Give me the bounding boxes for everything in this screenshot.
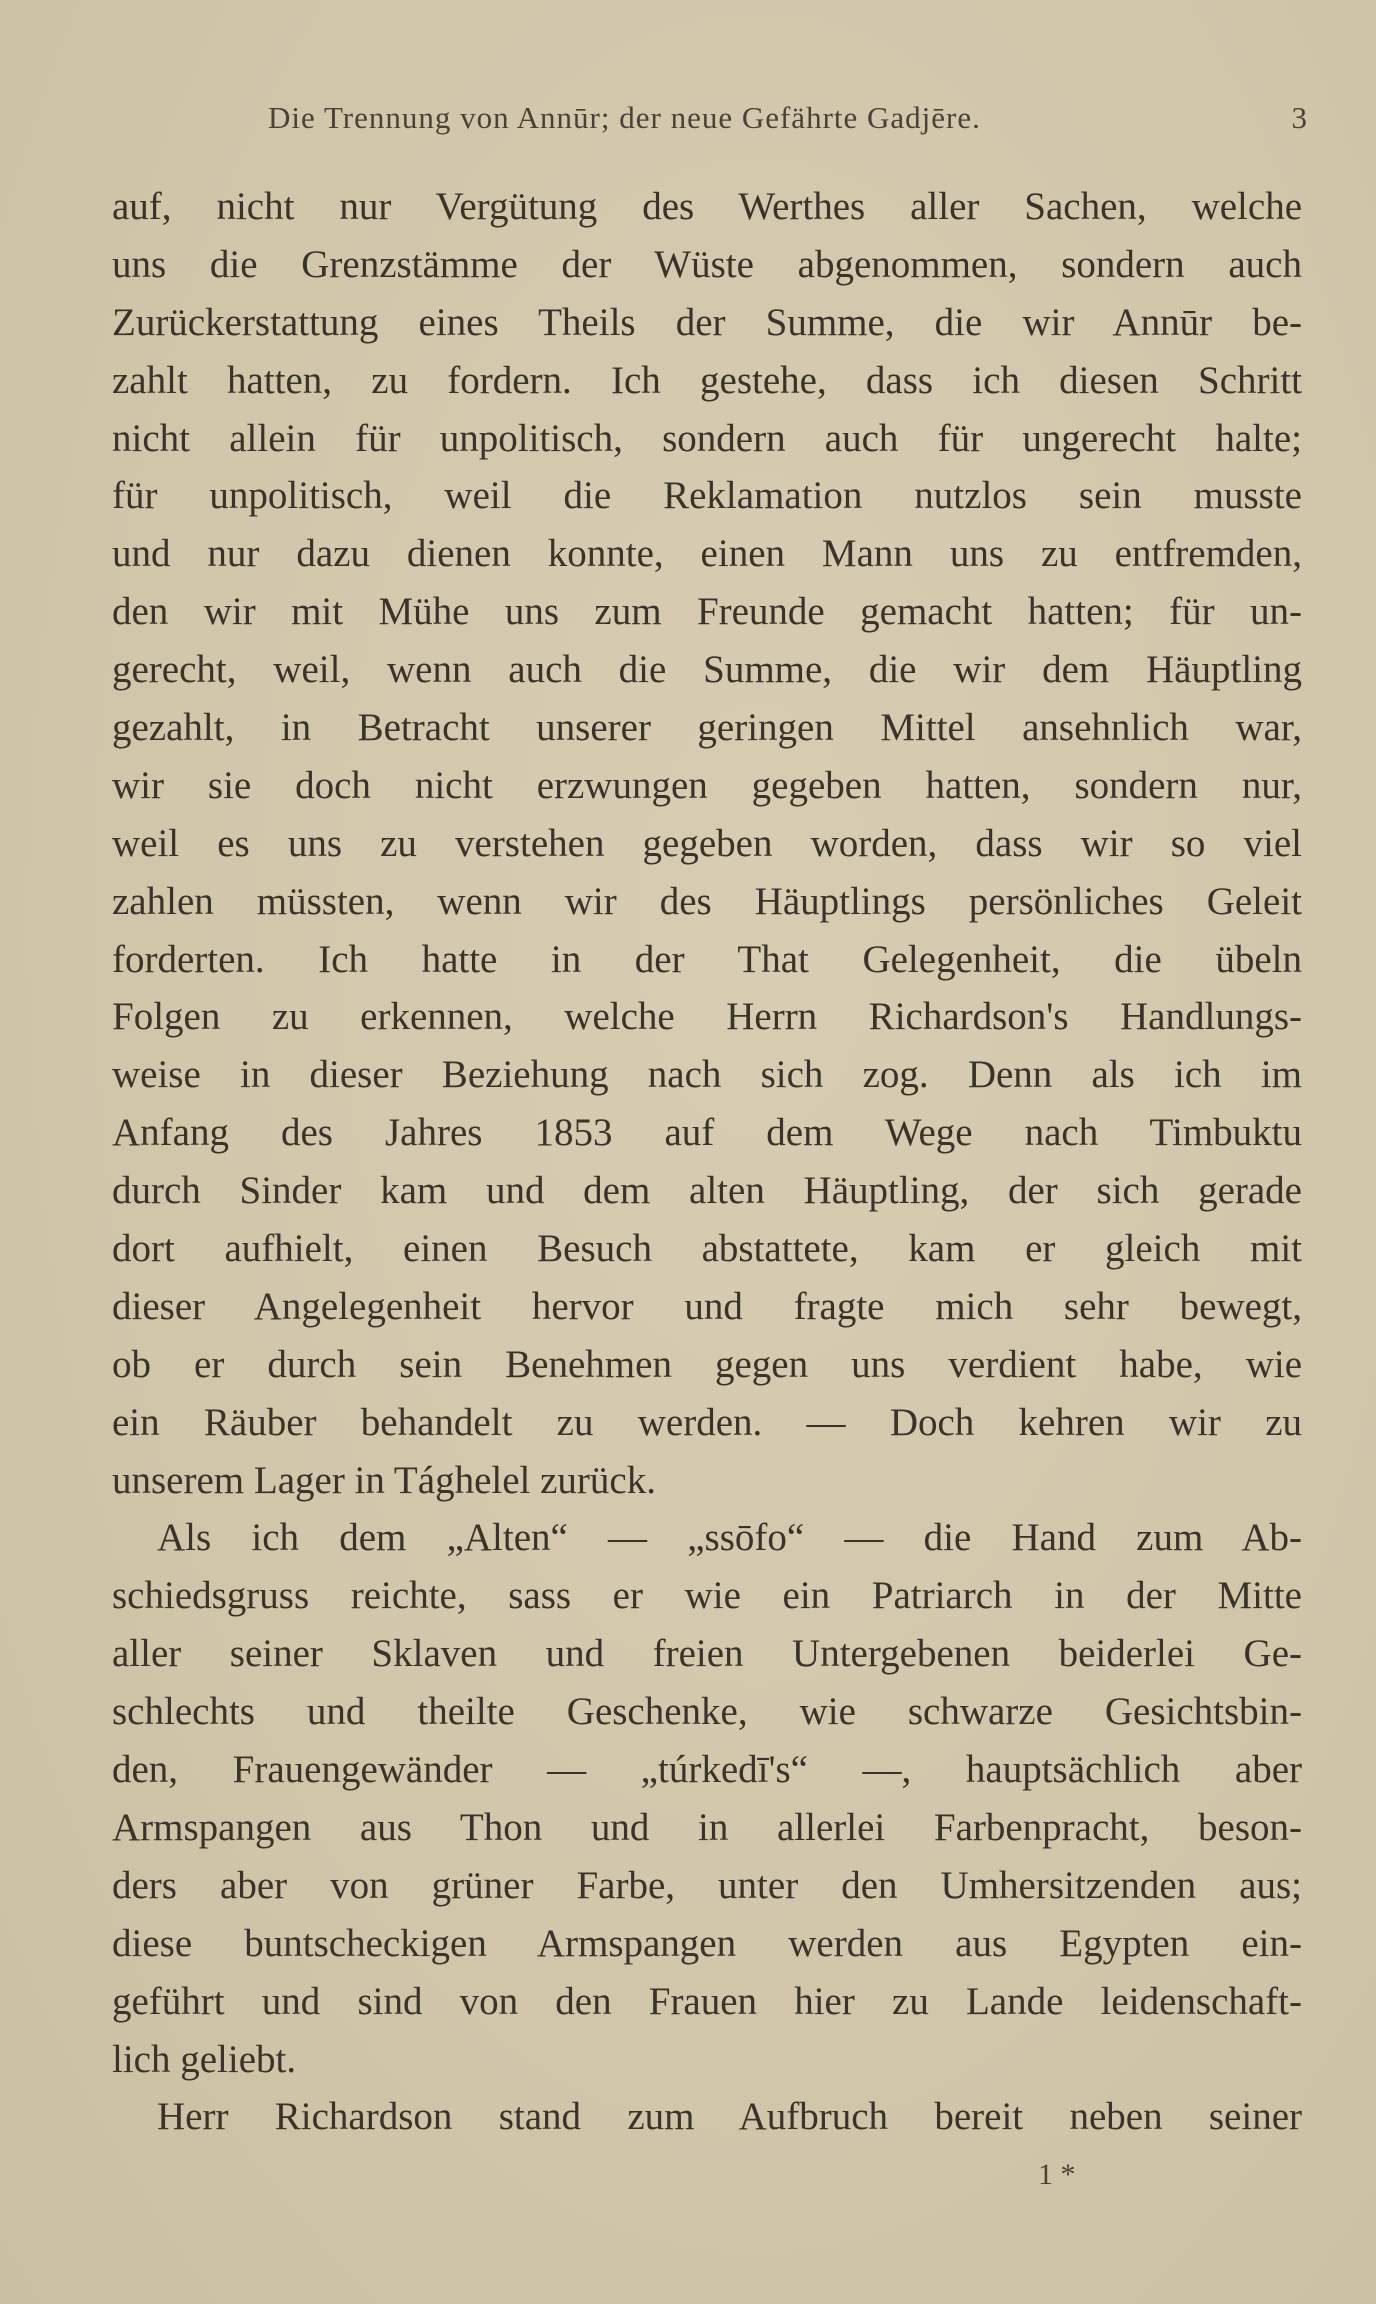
text-line: gerecht, weil, wenn auch die Summe, die wir dem Häuptling	[112, 648, 1302, 692]
text-line: den wir mit Mühe uns zum Freunde gemacht hatten; für un-	[112, 590, 1302, 634]
text-line: weil es uns zu verstehen gegeben worden, dass wir so viel	[112, 821, 1302, 865]
paragraph-start-line: Als ich dem „Alten“ — „ssōfo“ — die Hand zum Ab-	[157, 1516, 1302, 1560]
running-title: Die Trennung von Annūr; der neue Gefährte Gadjēre.	[268, 100, 981, 135]
text-line: durch Sinder kam und dem alten Häuptling, der sich gerade	[112, 1169, 1302, 1213]
text-line: schiedsgruss reichte, sass er wie ein Patriarch in der Mitte	[112, 1574, 1302, 1618]
text-line: uns die Grenzstämme der Wüste abgenommen, sondern auch	[112, 242, 1302, 286]
text-line: forderten. Ich hatte in der That Gelegenheit, die übeln	[112, 937, 1302, 981]
paragraph-end-line: unserem Lager in Tághelel zurück.	[112, 1458, 656, 1502]
page-number: 3	[1291, 100, 1308, 135]
text-line: Folgen zu erkennen, welche Herrn Richardson's Handlungs-	[112, 995, 1302, 1039]
text-line: Armspangen aus Thon und in allerlei Farbenpracht, beson-	[112, 1805, 1302, 1849]
text-line: und nur dazu dienen konnte, einen Mann uns zu entfremden,	[112, 532, 1302, 576]
text-line: weise in dieser Beziehung nach sich zog. Denn als ich im	[112, 1053, 1302, 1097]
paragraph-end-line: lich geliebt.	[112, 2037, 297, 2081]
text-line: ders aber von grüner Farbe, unter den Umhersitzenden aus;	[112, 1863, 1302, 1907]
text-line: aller seiner Sklaven und freien Untergebenen beiderlei Ge-	[112, 1632, 1302, 1676]
text-line: für unpolitisch, weil die Reklamation nutzlos sein musste	[112, 474, 1302, 518]
text-line: Anfang des Jahres 1853 auf dem Wege nach Timbuktu	[112, 1111, 1302, 1155]
text-line: diese buntscheckigen Armspangen werden aus Egypten ein-	[112, 1921, 1302, 1965]
text-line: zahlen müssten, wenn wir des Häuptlings persönliches Geleit	[112, 879, 1302, 923]
text-line: schlechts und theilte Geschenke, wie schwarze Gesichtsbin-	[112, 1690, 1302, 1734]
body-text	[112, 178, 1302, 2146]
signature-mark: 1 *	[1038, 2158, 1076, 2191]
running-head	[268, 100, 1308, 150]
paragraph-start-line: Herr Richardson stand zum Aufbruch bereit neben seiner	[157, 2095, 1302, 2139]
text-line: gezahlt, in Betracht unserer geringen Mittel ansehnlich war,	[112, 706, 1302, 750]
text-line: ein Räuber behandelt zu werden. — Doch kehren wir zu	[112, 1400, 1302, 1444]
text-line: dieser Angelegenheit hervor und fragte mich sehr bewegt,	[112, 1284, 1302, 1328]
text-line: ob er durch sein Benehmen gegen uns verdient habe, wie	[112, 1342, 1302, 1386]
text-line: den, Frauengewänder — „túrkedī's“ —, hauptsächlich aber	[112, 1748, 1302, 1792]
text-line: geführt und sind von den Frauen hier zu Lande leidenschaft-	[112, 1979, 1302, 2023]
text-line: dort aufhielt, einen Besuch abstattete, kam er gleich mit	[112, 1227, 1302, 1271]
text-line: zahlt hatten, zu fordern. Ich gestehe, dass ich diesen Schritt	[112, 358, 1302, 402]
text-line: Zurückerstattung eines Theils der Summe, die wir Annūr be-	[112, 300, 1302, 344]
text-line: nicht allein für unpolitisch, sondern auch für ungerecht halte;	[112, 416, 1302, 460]
text-line: auf, nicht nur Vergütung des Werthes aller Sachen, welche	[112, 185, 1302, 228]
text-line: wir sie doch nicht erzwungen gegeben hatten, sondern nur,	[112, 763, 1302, 807]
